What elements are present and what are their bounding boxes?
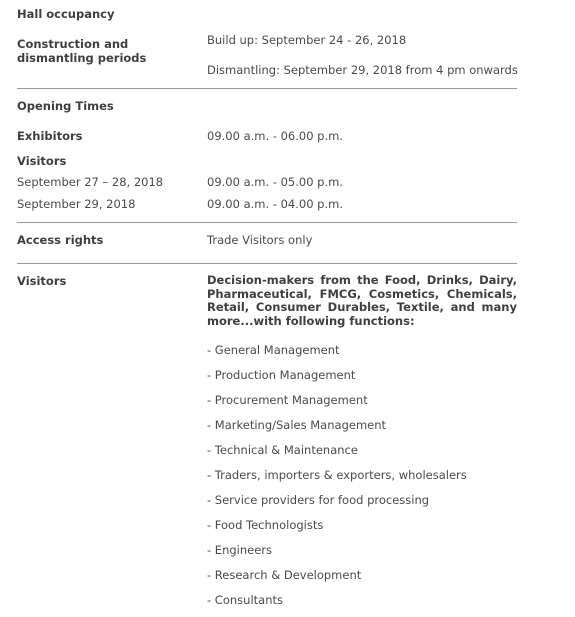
hall-occupancy-label: Hall occupancy <box>17 7 115 21</box>
access-rights-value: Trade Visitors only <box>207 233 313 247</box>
function-item: - General Management <box>207 343 340 357</box>
build-up-period: Build up: September 24 - 26, 2018 <box>207 33 407 47</box>
visitors-intro: Decision-makers from the Food, Drinks, Dairy, Pharmaceutical, FMCG, Cosmetics, Chemicals, Retail, Consumer Durables, Textile, and many more...with following functions: <box>207 273 517 328</box>
divider <box>17 88 517 89</box>
exhibitors-label: Exhibitors <box>17 129 83 143</box>
function-item: - Technical & Maintenance <box>207 443 358 457</box>
opening-times-heading: Opening Times <box>17 99 114 113</box>
function-item: - Service providers for food processing <box>207 493 430 507</box>
function-item: - Research & Development <box>207 568 362 582</box>
function-item: - Food Technologists <box>207 518 324 532</box>
function-item: - Procurement Management <box>207 393 368 407</box>
function-item: - Traders, importers & exporters, wholesalers <box>207 468 467 482</box>
function-item: - Engineers <box>207 543 273 557</box>
opening-time: 09.00 a.m. - 05.00 p.m. <box>207 175 343 189</box>
visitors-label: Visitors <box>17 274 67 288</box>
exhibitors-time: 09.00 a.m. - 06.00 p.m. <box>207 129 343 143</box>
dismantling-period: Dismantling: September 29, 2018 from 4 pm onwards <box>207 63 518 77</box>
access-rights-label: Access rights <box>17 233 104 247</box>
opening-date: September 29, 2018 <box>17 197 136 211</box>
opening-date: September 27 – 28, 2018 <box>17 175 164 189</box>
divider <box>17 263 517 264</box>
opening-time: 09.00 a.m. - 04.00 p.m. <box>207 197 343 211</box>
function-item: - Marketing/Sales Management <box>207 418 387 432</box>
construction-label-line1: Construction and <box>17 37 129 51</box>
function-item: - Consultants <box>207 593 283 607</box>
divider <box>17 222 517 223</box>
visitors-times-label: Visitors <box>17 154 67 168</box>
function-item: - Production Management <box>207 368 356 382</box>
construction-label-line2: dismantling periods <box>17 51 147 65</box>
